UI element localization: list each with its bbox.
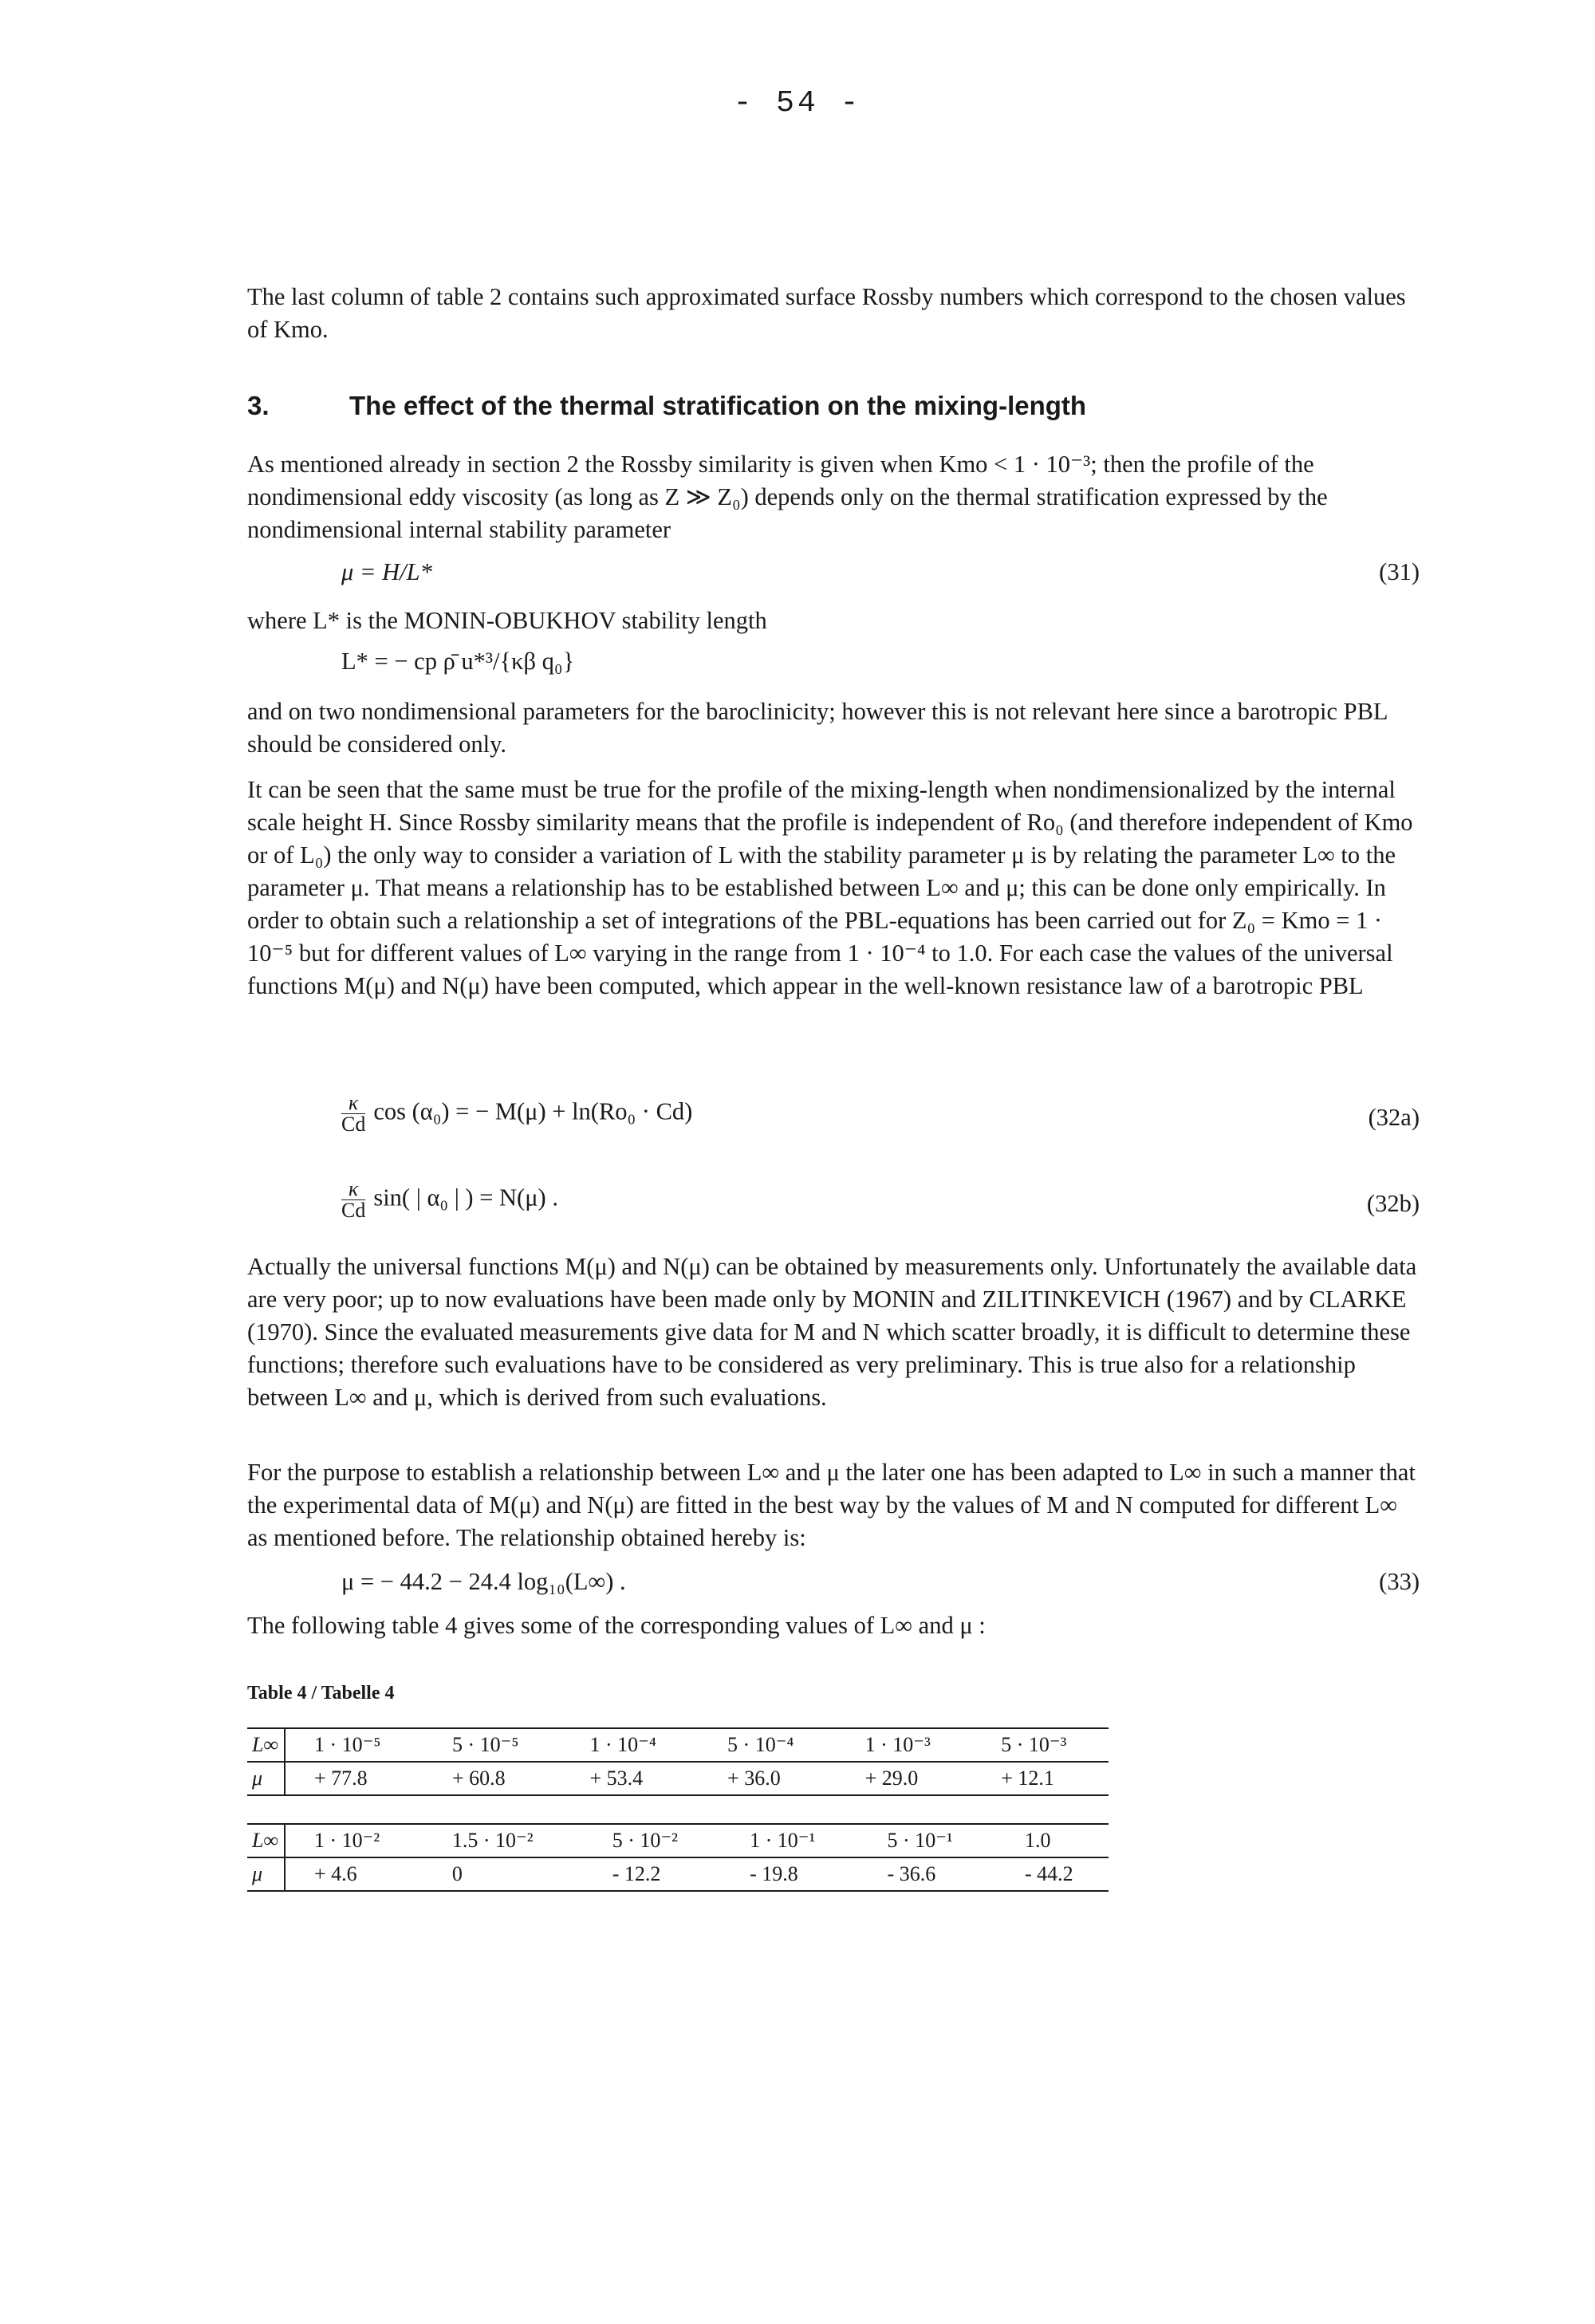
equation-31 — [341, 558, 1420, 586]
table-cell: 5 · 10⁻¹ — [859, 1824, 996, 1857]
table-cell: 5 · 10⁻³ — [972, 1728, 1109, 1762]
table-4-part-2 — [247, 1823, 1109, 1892]
table-cell: + 53.4 — [561, 1762, 699, 1795]
table-cell: 1 · 10⁻¹ — [721, 1824, 858, 1857]
table-row-mu — [247, 1857, 1109, 1891]
paragraph-5-text: For the purpose to establish a relationship between L∞ and μ the later one has been adapted to L∞ in such a manner that the experimental data of M(μ) and N(μ) are fitted in the best way by the values of M and N computed for different L∞ as mentioned before. The relationship obtained hereby is: — [247, 1459, 1416, 1551]
section-number: 3. — [247, 391, 270, 420]
intro-text: The last column of table 2 contains such approximated surface Rossby numbers which correspond to the chosen values of Kmo. — [247, 283, 1406, 343]
table-cell: 1 · 10⁻⁴ — [561, 1728, 699, 1762]
row-label-mu: μ — [247, 1762, 285, 1795]
table-row-mu — [247, 1762, 1109, 1795]
row-label-L: L∞ — [247, 1824, 285, 1857]
equation-31-number: (31) — [1379, 558, 1420, 585]
paragraph-2 — [247, 695, 1420, 761]
section-heading — [247, 391, 1086, 421]
section-title: The effect of the thermal stratification on the mixing-length — [349, 391, 1087, 420]
intro-paragraph — [247, 281, 1420, 346]
table-cell: 1 · 10⁻³ — [837, 1728, 973, 1762]
equation-32b-numerator: κ — [341, 1179, 365, 1200]
equation-31-formula: μ = H/L* — [341, 558, 432, 585]
paragraph-6-text: The following table 4 gives some of the corresponding values of L∞ and μ : — [247, 1612, 986, 1639]
equation-33-number: (33) — [1379, 1568, 1420, 1595]
paragraph-4 — [247, 1251, 1420, 1414]
table-cell: 5 · 10⁻⁴ — [699, 1728, 837, 1762]
equation-32a-number: (32a) — [1368, 1104, 1420, 1131]
paragraph-4-text: Actually the universal functions M(μ) and N(μ) can be obtained by measurements only. Unfortunately the available data are very poor; up to now evaluations have been made only by MONIN and ZILITINKEVICH (1967) and by CLARKE (1970). Since the evaluated measurements give data for M and N which scatter broadly, it is difficult to determine these functions; therefore such evaluations have to be considered as very preliminary. This is true also for a relationship between L∞ and μ, which is derived from such evaluations. — [247, 1253, 1417, 1411]
table-cell: 1 · 10⁻² — [285, 1824, 423, 1857]
row-label-mu: μ — [247, 1857, 285, 1891]
equation-33-formula: μ = − 44.2 − 24.4 log₁₀(L∞) . — [341, 1568, 626, 1595]
paragraph-3 — [247, 774, 1420, 1002]
table-cell: + 60.8 — [423, 1762, 561, 1795]
equation-monin-length — [341, 648, 1420, 676]
paragraph-2-text: and on two nondimensional parameters for the baroclinicity; however this is not relevant here since a barotropic PBL should be considered only. — [247, 698, 1388, 758]
row-label-L: L∞ — [247, 1728, 285, 1762]
paragraph-1-text: As mentioned already in section 2 the Rossby similarity is given when Kmo < 1 · 10⁻³; then the profile of the nondimensional eddy viscosity (as long as Z ≫ Z₀) depends only on the thermal stratification expressed by the nondimensional internal stability parameter — [247, 451, 1328, 543]
table-cell: + 12.1 — [972, 1762, 1109, 1795]
table-cell: 0 — [423, 1857, 584, 1891]
equation-32a-fraction — [341, 1093, 365, 1135]
table-cell: 1.5 · 10⁻² — [423, 1824, 584, 1857]
table-row-L — [247, 1728, 1109, 1762]
paragraph-6 — [247, 1609, 1420, 1642]
equation-32b-number: (32b) — [1366, 1190, 1420, 1217]
paragraph-1 — [247, 448, 1420, 546]
equation-32a — [341, 1093, 1420, 1135]
equation-32a-denominator: Cd — [341, 1113, 366, 1136]
table-caption: Table 4 / Tabelle 4 — [247, 1683, 395, 1704]
table-cell: 1 · 10⁻⁵ — [285, 1728, 423, 1762]
equation-32b-fraction — [341, 1179, 365, 1221]
table-cell: + 4.6 — [285, 1857, 423, 1891]
table-cell: - 12.2 — [584, 1857, 721, 1891]
where-line-text: where L* is the MONIN-OBUKHOV stability length — [247, 607, 767, 634]
equation-32a-formula: cos (α₀) = − M(μ) + ln(Ro₀ · Cd) — [373, 1097, 693, 1125]
where-line — [247, 605, 1420, 637]
equation-monin-length-formula: L* = − cp ρ̄ u*³/{κβ q₀} — [341, 648, 575, 675]
equation-32b — [341, 1179, 1420, 1221]
paragraph-3-text: It can be seen that the same must be true for the profile of the mixing-length when nondimensionalized by the internal scale height H. Since Rossby similarity means that the profile is independent of Ro₀ (and therefore independent of Kmo or of L₀) the only way to consider a variation of L with the stability parameter μ is by relating the parameter L∞ to the parameter μ. That means a relationship has to be established between L∞ and μ; this can be done only empirically. In order to obtain such a relationship a set of integrations of the PBL-equations has been carried out for Z₀ = Kmo = 1 · 10⁻⁵ but for different values of L∞ varying in the range from 1 · 10⁻⁴ to 1.0. For each case the values of the universal functions M(μ) and N(μ) have been computed, which appear in the well-known resistance law of a barotropic PBL — [247, 776, 1413, 999]
table-cell: + 29.0 — [837, 1762, 973, 1795]
page-number: - 54 - — [733, 86, 862, 120]
equation-32a-numerator: κ — [341, 1093, 365, 1114]
table-4-part-1 — [247, 1727, 1109, 1796]
table-cell: 5 · 10⁻² — [584, 1824, 721, 1857]
equation-32b-formula: sin( | α₀ | ) = N(μ) . — [373, 1184, 558, 1211]
table-cell: - 19.8 — [721, 1857, 858, 1891]
equation-32b-denominator: Cd — [341, 1199, 366, 1222]
table-cell: + 36.0 — [699, 1762, 837, 1795]
table-cell: + 77.8 — [285, 1762, 423, 1795]
table-cell: - 36.6 — [859, 1857, 996, 1891]
table-cell: 1.0 — [996, 1824, 1109, 1857]
table-cell: 5 · 10⁻⁵ — [423, 1728, 561, 1762]
equation-33 — [341, 1568, 1420, 1596]
paragraph-5 — [247, 1456, 1420, 1554]
table-cell: - 44.2 — [996, 1857, 1109, 1891]
table-row-L — [247, 1824, 1109, 1857]
